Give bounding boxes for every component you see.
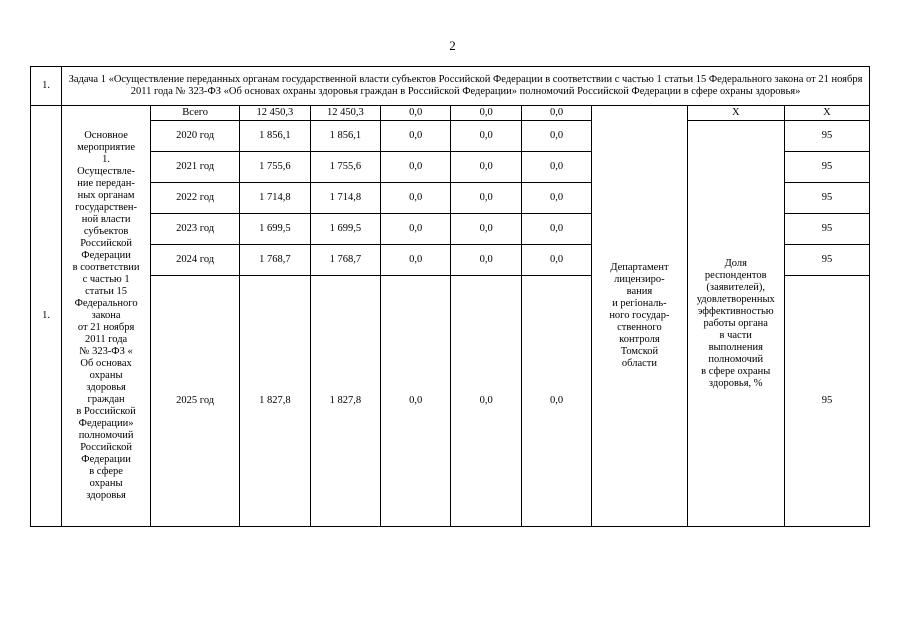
regional-cell: 0,0 <box>381 121 451 152</box>
period-cell: 2020 год <box>151 121 240 152</box>
federal-cell: 1 768,7 <box>310 245 380 276</box>
indicator-cell: Доля респондентов (заявителей), удовлетворенных эффективностью работы органа в части выполнения полномочий в сфере охраны здоровья, % <box>687 121 784 527</box>
regional-cell: 0,0 <box>381 152 451 183</box>
regional-cell: 0,0 <box>381 106 451 121</box>
regional-cell: 0,0 <box>381 245 451 276</box>
total-cell: 1 768,7 <box>240 245 310 276</box>
period-cell: 2025 год <box>151 276 240 527</box>
value-header: Х <box>784 106 869 121</box>
page-number: 2 <box>449 38 456 53</box>
period-cell: 2021 год <box>151 152 240 183</box>
other-cell: 0,0 <box>521 276 591 527</box>
total-cell: 1 755,6 <box>240 152 310 183</box>
regional-cell: 0,0 <box>381 183 451 214</box>
other-cell: 0,0 <box>521 121 591 152</box>
indicator-header: Х <box>687 106 784 121</box>
federal-cell: 1 856,1 <box>310 121 380 152</box>
task-row <box>31 67 870 106</box>
total-cell: 1 856,1 <box>240 121 310 152</box>
period-cell: Всего <box>151 106 240 121</box>
local-cell: 0,0 <box>451 276 521 527</box>
table-row <box>31 121 870 152</box>
regional-cell: 0,0 <box>381 276 451 527</box>
federal-cell: 12 450,3 <box>310 106 380 121</box>
total-cell: 1 827,8 <box>240 276 310 527</box>
local-cell: 0,0 <box>451 214 521 245</box>
federal-cell: 1 755,6 <box>310 152 380 183</box>
value-cell: 95 <box>784 121 869 152</box>
table-row <box>31 106 870 121</box>
federal-cell: 1 714,8 <box>310 183 380 214</box>
value-cell: 95 <box>784 183 869 214</box>
task-number: 1. <box>31 67 62 106</box>
federal-cell: 1 827,8 <box>310 276 380 527</box>
federal-cell: 1 699,5 <box>310 214 380 245</box>
local-cell: 0,0 <box>451 183 521 214</box>
period-cell: 2023 год <box>151 214 240 245</box>
local-cell: 0,0 <box>451 121 521 152</box>
value-cell: 95 <box>784 214 869 245</box>
other-cell: 0,0 <box>521 214 591 245</box>
regional-cell: 0,0 <box>381 214 451 245</box>
other-cell: 0,0 <box>521 183 591 214</box>
local-cell: 0,0 <box>451 106 521 121</box>
task-title: Задача 1 «Осуществление переданных органам государственной власти субъектов Российской Федерации в соответствии с частью 1 статьи 15 Федерального закона от 21 ноября 2011 года № 323-ФЗ «Об основах охраны здоровья граждан в Российской Федерации» полномочий Российской Федерации в сфере охраны здоровья» <box>62 67 870 106</box>
value-cell: 95 <box>784 276 869 527</box>
program-table <box>30 66 870 527</box>
period-cell: 2022 год <box>151 183 240 214</box>
value-cell: 95 <box>784 152 869 183</box>
total-cell: 12 450,3 <box>240 106 310 121</box>
local-cell: 0,0 <box>451 152 521 183</box>
period-cell: 2024 год <box>151 245 240 276</box>
total-cell: 1 714,8 <box>240 183 310 214</box>
other-cell: 0,0 <box>521 106 591 121</box>
total-cell: 1 699,5 <box>240 214 310 245</box>
other-cell: 0,0 <box>521 245 591 276</box>
other-cell: 0,0 <box>521 152 591 183</box>
activity-name: Основное мероприятие 1. Осуществле- ние передан- ных органам государствен- ной власти субъектов Российской Федерации в соответствии с частью 1 статьи 15 Федерального закона от 21 ноября 2011 года № 323-ФЗ « Об основах охраны здоровья граждан в Российской Федерации» полномочий Российской Федерации в сфере охраны здоровья <box>62 106 151 527</box>
activity-number: 1. <box>31 106 62 527</box>
local-cell: 0,0 <box>451 245 521 276</box>
executor-cell: Департамент лицензиро- вания и регіональ- ного государ- ственного контроля Томской области <box>592 106 687 527</box>
value-cell: 95 <box>784 245 869 276</box>
